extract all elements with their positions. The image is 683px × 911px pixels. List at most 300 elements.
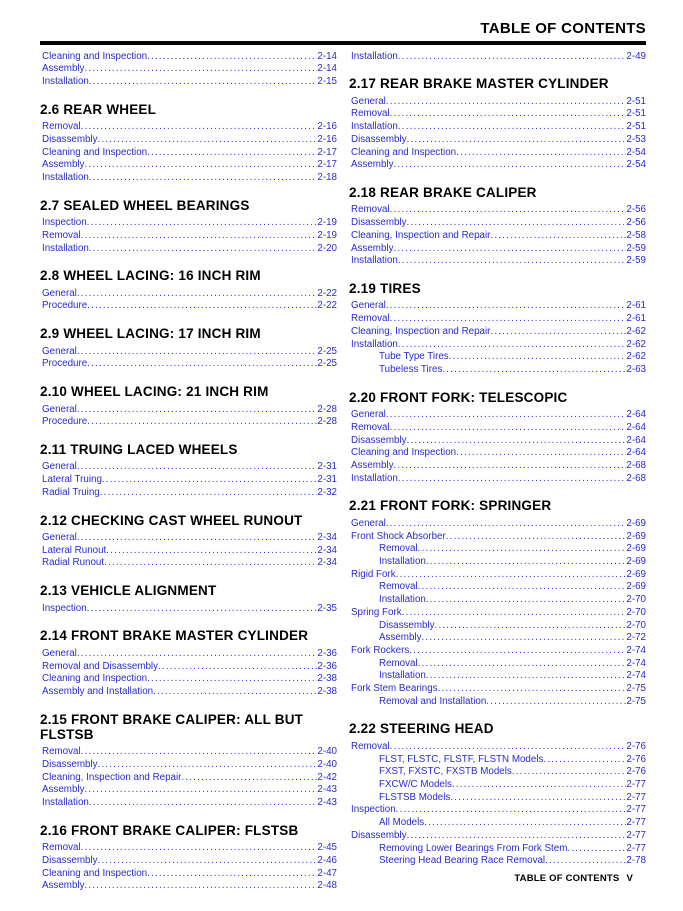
toc-entry-page: 2-19 bbox=[317, 229, 337, 241]
toc-entry[interactable] bbox=[349, 159, 646, 172]
toc-entry-label: Assembly bbox=[379, 632, 422, 644]
toc-entry[interactable] bbox=[40, 648, 337, 661]
toc-entry-label: Removal bbox=[42, 746, 81, 758]
toc-entry-label: Procedure bbox=[42, 416, 88, 428]
dot-leader bbox=[147, 51, 317, 64]
dot-leader bbox=[81, 746, 318, 759]
toc-entry-label: General bbox=[42, 532, 77, 544]
toc-entry[interactable] bbox=[40, 746, 337, 759]
toc-entry-label: Cleaning and Inspection bbox=[42, 146, 148, 158]
toc-entry[interactable] bbox=[349, 830, 646, 843]
toc-entry-label: Radial Truing bbox=[42, 486, 100, 498]
toc-entry[interactable] bbox=[349, 364, 646, 377]
dot-leader bbox=[87, 416, 317, 429]
toc-entry-page: 2-22 bbox=[317, 287, 337, 299]
dot-leader bbox=[84, 880, 317, 893]
toc-entry-label: Cleaning and Inspection bbox=[42, 50, 148, 62]
dot-leader bbox=[418, 581, 627, 594]
toc-entry[interactable] bbox=[40, 230, 337, 243]
toc-entry-label: Disassembly bbox=[351, 133, 407, 145]
dot-leader bbox=[456, 147, 626, 160]
toc-entry-label: Lateral Runout bbox=[42, 544, 107, 556]
toc-entry-label: Removal bbox=[351, 421, 390, 433]
toc-entry-label: Cleaning, Inspection and Repair bbox=[351, 325, 491, 337]
toc-entry[interactable] bbox=[349, 108, 646, 121]
toc-entry-label: General bbox=[42, 345, 77, 357]
toc-entry-label: Cleaning, Inspection and Repair bbox=[42, 771, 182, 783]
toc-entry-label: Installation bbox=[351, 472, 398, 484]
toc-entry[interactable] bbox=[349, 447, 646, 460]
dot-leader bbox=[407, 134, 627, 147]
toc-entry[interactable] bbox=[349, 96, 646, 109]
toc-entry[interactable] bbox=[40, 532, 337, 545]
toc-entry-label: Removal bbox=[379, 657, 418, 669]
dot-leader bbox=[147, 673, 317, 686]
section-heading: 2.9 WHEEL LACING: 17 INCH RIM bbox=[40, 326, 261, 342]
section-heading: 2.12 CHECKING CAST WHEEL RUNOUT bbox=[40, 512, 303, 528]
dot-leader bbox=[421, 632, 626, 645]
page-footer bbox=[514, 873, 633, 884]
toc-entry-page: 2-34 bbox=[317, 557, 337, 569]
dot-leader bbox=[407, 830, 627, 843]
toc-entry-label: Tubeless Tires bbox=[379, 363, 443, 375]
toc-entry[interactable] bbox=[349, 217, 646, 230]
section-heading: 2.22 STEERING HEAD bbox=[349, 721, 494, 737]
toc-entry-label: Assembly bbox=[42, 784, 85, 796]
dot-leader bbox=[398, 255, 627, 268]
toc-entry[interactable] bbox=[349, 683, 646, 696]
header-rule bbox=[40, 41, 646, 45]
toc-entry-page: 2-77 bbox=[626, 791, 646, 803]
toc-entry-page: 2-63 bbox=[626, 363, 646, 375]
toc-entry[interactable] bbox=[40, 217, 337, 230]
dot-leader bbox=[87, 358, 317, 371]
toc-entry-label: Removal bbox=[42, 229, 81, 241]
toc-entry-page: 2-74 bbox=[626, 644, 646, 656]
section-heading: 2.21 FRONT FORK: SPRINGER bbox=[349, 498, 552, 514]
toc-entry-label: Installation bbox=[351, 50, 398, 62]
toc-entry[interactable] bbox=[40, 461, 337, 474]
toc-entry[interactable] bbox=[349, 243, 646, 256]
toc-entry-label: Disassembly bbox=[351, 434, 407, 446]
toc-entry[interactable] bbox=[349, 460, 646, 473]
dot-leader bbox=[393, 460, 626, 473]
toc-entry[interactable] bbox=[40, 159, 337, 172]
toc-entry[interactable] bbox=[349, 326, 646, 339]
toc-entry-label: Tube Type Tires bbox=[379, 351, 449, 363]
toc-entry-page: 2-19 bbox=[317, 217, 337, 229]
dot-leader bbox=[84, 159, 317, 172]
toc-entry-page: 2-54 bbox=[626, 159, 646, 171]
section-heading: 2.20 FRONT FORK: TELESCOPIC bbox=[349, 389, 568, 405]
toc-entry-label: Installation bbox=[379, 670, 426, 682]
toc-entry[interactable] bbox=[349, 779, 646, 792]
toc-entry-label: Assembly bbox=[42, 159, 85, 171]
toc-entry-label: Removing Lower Bearings From Fork Stem bbox=[379, 842, 568, 854]
toc-entry-page: 2-31 bbox=[317, 461, 337, 473]
toc-entry[interactable] bbox=[349, 594, 646, 607]
dot-leader bbox=[407, 217, 627, 230]
toc-entry-label: Assembly bbox=[42, 880, 85, 892]
toc-entry[interactable] bbox=[349, 204, 646, 217]
toc-entry-label: Cleaning and Inspection bbox=[42, 673, 148, 685]
toc-entry-page: 2-43 bbox=[317, 784, 337, 796]
dot-leader bbox=[452, 779, 626, 792]
section-heading: 2.8 WHEEL LACING: 16 INCH RIM bbox=[40, 268, 261, 284]
toc-entry-page: 2-38 bbox=[317, 685, 337, 697]
toc-entry-label: General bbox=[351, 409, 386, 421]
toc-entry[interactable] bbox=[349, 422, 646, 435]
toc-entry-label: Fork Stem Bearings bbox=[351, 683, 438, 695]
toc-entry-page: 2-70 bbox=[626, 606, 646, 618]
toc-entry[interactable] bbox=[349, 147, 646, 160]
toc-entry-page: 2-40 bbox=[317, 758, 337, 770]
dot-leader bbox=[396, 569, 627, 582]
toc-entry-label: Spring Fork bbox=[351, 606, 402, 618]
toc-entry[interactable] bbox=[40, 288, 337, 301]
toc-entry-page: 2-72 bbox=[626, 632, 646, 644]
toc-entry-label: FXCW/C Models bbox=[379, 779, 452, 791]
toc-entry[interactable] bbox=[349, 696, 646, 709]
dot-leader bbox=[390, 422, 627, 435]
section-heading: 2.19 TIRES bbox=[349, 280, 421, 296]
toc-entry-page: 2-62 bbox=[626, 351, 646, 363]
toc-entry-label: FXST, FXSTC, FXSTB Models bbox=[379, 766, 512, 778]
toc-entry-label: FLSTSB Models bbox=[379, 791, 451, 803]
dot-leader bbox=[84, 784, 317, 797]
dot-leader bbox=[98, 134, 318, 147]
toc-entry-page: 2-43 bbox=[317, 797, 337, 808]
dot-leader bbox=[396, 804, 627, 817]
toc-entry-page: 2-64 bbox=[626, 409, 646, 421]
toc-entry[interactable] bbox=[40, 797, 337, 810]
footer-page-number: V bbox=[626, 873, 633, 884]
toc-column-1 bbox=[40, 51, 337, 894]
toc-entry-page: 2-69 bbox=[626, 568, 646, 580]
toc-entry[interactable] bbox=[349, 255, 646, 268]
toc-entry[interactable] bbox=[40, 404, 337, 417]
dot-leader bbox=[77, 288, 318, 301]
dot-leader bbox=[426, 594, 627, 607]
dot-leader bbox=[81, 842, 318, 855]
toc-entry-page: 2-38 bbox=[317, 673, 337, 685]
toc-entry-label: Steering Head Bearing Race Removal bbox=[379, 855, 546, 867]
dot-leader bbox=[181, 772, 317, 785]
toc-entry-label: General bbox=[351, 300, 386, 312]
toc-entry[interactable] bbox=[349, 531, 646, 544]
toc-entry[interactable] bbox=[349, 435, 646, 448]
toc-entry[interactable] bbox=[349, 741, 646, 754]
toc-entry-page: 2-15 bbox=[317, 75, 337, 87]
toc-entry-page: 2-14 bbox=[317, 50, 337, 62]
toc-entry-label: Front Shock Absorber bbox=[351, 530, 446, 542]
toc-entry-label: Installation bbox=[351, 255, 398, 267]
toc-entry-page: 2-25 bbox=[317, 345, 337, 357]
toc-entry-page: 2-69 bbox=[626, 543, 646, 555]
toc-entry-page: 2-78 bbox=[626, 855, 646, 867]
toc-entry-page: 2-77 bbox=[626, 804, 646, 816]
toc-entry-page: 2-35 bbox=[317, 602, 337, 614]
toc-entry-label: All Models bbox=[379, 817, 425, 829]
dot-leader bbox=[426, 670, 627, 683]
toc-entry-label: Removal bbox=[351, 313, 390, 325]
toc-entry-label: General bbox=[351, 95, 386, 107]
dot-leader bbox=[106, 545, 317, 558]
dot-leader bbox=[386, 518, 627, 531]
dot-leader bbox=[77, 461, 318, 474]
toc-entry[interactable] bbox=[349, 855, 646, 868]
toc-entry[interactable] bbox=[40, 842, 337, 855]
toc-entry-page: 2-64 bbox=[626, 447, 646, 459]
section-heading: 2.10 WHEEL LACING: 21 INCH RIM bbox=[40, 384, 269, 400]
toc-entry[interactable] bbox=[40, 243, 337, 256]
toc-entry[interactable] bbox=[40, 346, 337, 359]
dot-leader bbox=[456, 447, 626, 460]
toc-entry[interactable] bbox=[349, 766, 646, 779]
toc-entry-label: Assembly bbox=[351, 459, 394, 471]
toc-entry-page: 2-77 bbox=[626, 842, 646, 854]
dot-leader bbox=[486, 696, 626, 709]
toc-entry[interactable] bbox=[349, 51, 646, 64]
toc-entry[interactable] bbox=[349, 134, 646, 147]
toc-entry-page: 2-68 bbox=[626, 459, 646, 471]
toc-entry[interactable] bbox=[40, 868, 337, 881]
toc-entry-page: 2-18 bbox=[317, 171, 337, 183]
toc-entry-label: Cleaning and Inspection bbox=[42, 867, 148, 879]
toc-entry-label: Cleaning and Inspection bbox=[351, 447, 457, 459]
toc-entry-page: 2-70 bbox=[626, 594, 646, 606]
dot-leader bbox=[424, 817, 626, 830]
toc-entry-label: Installation bbox=[351, 338, 398, 350]
toc-entry-page: 2-68 bbox=[626, 472, 646, 484]
toc-entry-label: Cleaning and Inspection bbox=[351, 146, 457, 158]
toc-entry-label: Installation bbox=[42, 797, 89, 808]
toc-entry-label: Disassembly bbox=[351, 217, 407, 229]
toc-entry[interactable] bbox=[349, 300, 646, 313]
toc-entry[interactable] bbox=[349, 313, 646, 326]
toc-entry[interactable] bbox=[349, 351, 646, 364]
toc-entry[interactable] bbox=[40, 686, 337, 699]
toc-entry[interactable] bbox=[40, 63, 337, 76]
toc-entry[interactable] bbox=[349, 339, 646, 352]
section-heading: 2.6 REAR WHEEL bbox=[40, 101, 157, 117]
toc-entry[interactable] bbox=[349, 632, 646, 645]
dot-leader bbox=[490, 326, 626, 339]
toc-entry-page: 2-59 bbox=[626, 255, 646, 267]
toc-entry-page: 2-64 bbox=[626, 434, 646, 446]
page-title: TABLE OF CONTENTS bbox=[480, 20, 646, 37]
dot-leader bbox=[89, 243, 318, 256]
section-heading: 2.14 FRONT BRAKE MASTER CYLINDER bbox=[40, 628, 309, 644]
toc-entry-page: 2-49 bbox=[626, 50, 646, 62]
toc-entry-page: 2-77 bbox=[626, 829, 646, 841]
toc-entry[interactable] bbox=[40, 557, 337, 570]
toc-entry-page: 2-34 bbox=[317, 532, 337, 544]
toc-entry[interactable] bbox=[349, 581, 646, 594]
toc-entry-page: 2-46 bbox=[317, 854, 337, 866]
dot-leader bbox=[398, 51, 627, 64]
dot-leader bbox=[426, 556, 627, 569]
dot-leader bbox=[398, 339, 627, 352]
dot-leader bbox=[393, 159, 626, 172]
toc-entry[interactable] bbox=[40, 76, 337, 89]
toc-entry-page: 2-28 bbox=[317, 403, 337, 415]
dot-leader bbox=[158, 661, 317, 674]
toc-entry[interactable] bbox=[349, 658, 646, 671]
toc-entry-label: Assembly and Installation bbox=[42, 685, 154, 697]
toc-entry-label: Assembly bbox=[351, 159, 394, 171]
toc-entry-page: 2-70 bbox=[626, 619, 646, 631]
dot-leader bbox=[386, 409, 627, 422]
toc-entry[interactable] bbox=[40, 772, 337, 785]
toc-entry-page: 2-61 bbox=[626, 300, 646, 312]
toc-entry[interactable] bbox=[40, 300, 337, 313]
toc-entry-label: Disassembly bbox=[351, 829, 407, 841]
toc-entry[interactable] bbox=[40, 545, 337, 558]
toc-entry[interactable] bbox=[349, 792, 646, 805]
toc-entry-page: 2-69 bbox=[626, 530, 646, 542]
dot-leader bbox=[77, 532, 318, 545]
toc-entry[interactable] bbox=[349, 754, 646, 767]
dot-leader bbox=[98, 759, 318, 772]
toc-entry[interactable] bbox=[349, 607, 646, 620]
toc-entry-page: 2-17 bbox=[317, 146, 337, 158]
toc-entry-label: Removal and Disassembly bbox=[42, 660, 158, 672]
section-heading: 2.13 VEHICLE ALIGNMENT bbox=[40, 583, 217, 599]
toc-entry-label: Installation bbox=[379, 555, 426, 567]
section-heading: 2.18 REAR BRAKE CALIPER bbox=[349, 184, 537, 200]
toc-entry-label: Procedure bbox=[42, 358, 88, 370]
toc-entry-page: 2-51 bbox=[626, 108, 646, 120]
toc-columns bbox=[40, 51, 646, 894]
toc-entry-label: Procedure bbox=[42, 300, 88, 312]
toc-entry-label: Removal bbox=[351, 108, 390, 120]
toc-entry-page: 2-51 bbox=[626, 121, 646, 133]
toc-entry-page: 2-17 bbox=[317, 159, 337, 171]
toc-entry-page: 2-36 bbox=[317, 660, 337, 672]
dot-leader bbox=[490, 230, 626, 243]
dot-leader bbox=[77, 404, 318, 417]
toc-entry[interactable] bbox=[40, 172, 337, 185]
toc-entry-page: 2-47 bbox=[317, 867, 337, 879]
dot-leader bbox=[393, 243, 626, 256]
toc-entry[interactable] bbox=[40, 673, 337, 686]
toc-entry[interactable] bbox=[40, 855, 337, 868]
toc-entry-page: 2-20 bbox=[317, 242, 337, 254]
toc-entry[interactable] bbox=[349, 843, 646, 856]
toc-entry[interactable] bbox=[349, 556, 646, 569]
toc-entry[interactable] bbox=[349, 121, 646, 134]
toc-entry-page: 2-76 bbox=[626, 740, 646, 752]
section-heading: 2.15 FRONT BRAKE CALIPER: ALL BUT FLSTSB bbox=[40, 711, 304, 742]
toc-entry-label: Radial Runout bbox=[42, 557, 105, 569]
dot-leader bbox=[147, 147, 317, 160]
toc-entry-label: Cleaning, Inspection and Repair bbox=[351, 229, 491, 241]
toc-entry-page: 2-14 bbox=[317, 63, 337, 75]
toc-entry[interactable] bbox=[40, 487, 337, 500]
toc-entry[interactable] bbox=[40, 880, 337, 893]
toc-entry-label: Inspection bbox=[42, 217, 87, 229]
dot-leader bbox=[87, 217, 318, 230]
toc-entry-page: 2-45 bbox=[317, 842, 337, 854]
toc-entry-page: 2-16 bbox=[317, 121, 337, 133]
toc-entry[interactable] bbox=[349, 409, 646, 422]
toc-entry[interactable] bbox=[40, 474, 337, 487]
dot-leader bbox=[89, 797, 318, 810]
dot-leader bbox=[390, 741, 627, 754]
toc-entry[interactable] bbox=[349, 670, 646, 683]
toc-entry-page: 2-64 bbox=[626, 421, 646, 433]
toc-entry-label: Installation bbox=[42, 242, 89, 254]
toc-entry-label: Disassembly bbox=[42, 133, 98, 145]
toc-entry[interactable] bbox=[40, 134, 337, 147]
toc-entry[interactable] bbox=[40, 121, 337, 134]
toc-entry[interactable] bbox=[40, 661, 337, 674]
toc-entry[interactable] bbox=[40, 603, 337, 616]
toc-entry[interactable] bbox=[349, 569, 646, 582]
toc-entry-page: 2-16 bbox=[317, 133, 337, 145]
toc-entry-label: Installation bbox=[42, 75, 89, 87]
toc-entry[interactable] bbox=[40, 784, 337, 797]
toc-entry-page: 2-40 bbox=[317, 746, 337, 758]
toc-entry-page: 2-51 bbox=[626, 95, 646, 107]
toc-entry[interactable] bbox=[349, 817, 646, 830]
toc-entry-label: Assembly bbox=[351, 242, 394, 254]
dot-leader bbox=[147, 868, 317, 881]
toc-entry-page: 2-36 bbox=[317, 647, 337, 659]
toc-entry-page: 2-58 bbox=[626, 229, 646, 241]
dot-leader bbox=[89, 76, 318, 89]
toc-entry[interactable] bbox=[40, 51, 337, 64]
toc-entry-page: 2-56 bbox=[626, 217, 646, 229]
toc-entry[interactable] bbox=[349, 473, 646, 486]
dot-leader bbox=[418, 658, 627, 671]
toc-entry[interactable] bbox=[40, 147, 337, 160]
toc-entry-label: Installation bbox=[379, 594, 426, 606]
toc-entry[interactable] bbox=[349, 543, 646, 556]
toc-entry-page: 2-22 bbox=[317, 300, 337, 312]
section-heading: 2.11 TRUING LACED WHEELS bbox=[40, 441, 238, 457]
toc-entry[interactable] bbox=[40, 358, 337, 371]
toc-entry-page: 2-32 bbox=[317, 486, 337, 498]
toc-column-2 bbox=[349, 51, 646, 894]
toc-entry[interactable] bbox=[349, 645, 646, 658]
toc-entry-label: Inspection bbox=[42, 602, 87, 614]
section-heading: 2.7 SEALED WHEEL BEARINGS bbox=[40, 197, 250, 213]
section-heading: 2.17 REAR BRAKE MASTER CYLINDER bbox=[349, 76, 609, 92]
dot-leader bbox=[446, 531, 627, 544]
toc-entry-page: 2-61 bbox=[626, 313, 646, 325]
dot-leader bbox=[567, 843, 626, 856]
toc-entry[interactable] bbox=[349, 230, 646, 243]
dot-leader bbox=[104, 557, 317, 570]
dot-leader bbox=[398, 121, 627, 134]
toc-entry-page: 2-62 bbox=[626, 338, 646, 350]
toc-entry[interactable] bbox=[40, 759, 337, 772]
dot-leader bbox=[449, 351, 627, 364]
toc-entry-label: Removal bbox=[351, 740, 390, 752]
dot-leader bbox=[407, 435, 627, 448]
toc-entry-label: Fork Rockers bbox=[351, 644, 410, 656]
toc-entry[interactable] bbox=[40, 416, 337, 429]
section-heading: 2.16 FRONT BRAKE CALIPER: FLSTSB bbox=[40, 822, 299, 838]
toc-entry-page: 2-69 bbox=[626, 517, 646, 529]
toc-entry-page: 2-25 bbox=[317, 358, 337, 370]
toc-entry[interactable] bbox=[349, 518, 646, 531]
toc-entry-page: 2-74 bbox=[626, 657, 646, 669]
toc-entry[interactable] bbox=[349, 620, 646, 633]
toc-entry[interactable] bbox=[349, 804, 646, 817]
